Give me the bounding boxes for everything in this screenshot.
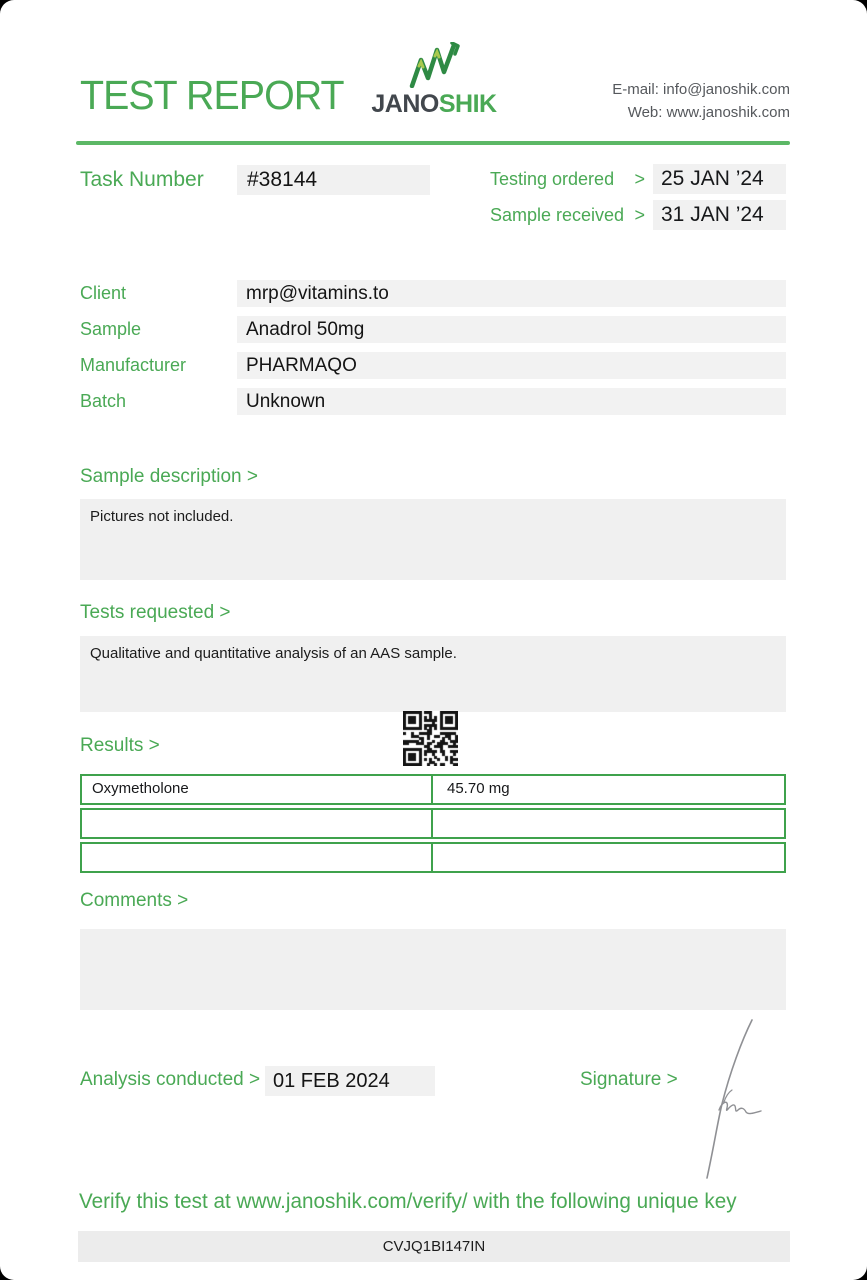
task-number-label: Task Number (80, 168, 204, 191)
manufacturer-row (80, 352, 786, 379)
signature-label: Signature > (580, 1069, 678, 1090)
testing-ordered-arrow: > (634, 168, 645, 189)
testing-ordered-value: 25 JAN ’24 (653, 164, 786, 194)
sample-value: Anadrol 50mg (237, 316, 786, 343)
brand-jano: JANO (371, 90, 439, 118)
sample-info-section (80, 280, 786, 424)
brand-wordmark (370, 90, 498, 119)
batch-value: Unknown (237, 388, 786, 415)
sample-description-heading: Sample description > (80, 466, 258, 487)
contact-web: Web: www.janoshik.com (627, 104, 790, 121)
result-amount: 45.70 mg (447, 780, 510, 797)
tests-requested-heading: Tests requested > (80, 602, 231, 623)
contact-block (612, 78, 790, 124)
sample-received-row (490, 200, 786, 230)
testing-ordered-label: Testing ordered (490, 168, 615, 189)
sample-received-label: Sample received (490, 204, 625, 225)
client-row (80, 280, 786, 307)
tests-requested-body: Qualitative and quantitative analysis of an AAS sample. (80, 636, 786, 712)
manufacturer-value: PHARMAQO (237, 352, 786, 379)
sample-label: Sample (80, 319, 142, 339)
client-value: mrp@vitamins.to (237, 280, 786, 307)
testing-ordered-row (490, 164, 786, 194)
page-title: TEST REPORT (80, 72, 344, 118)
header-divider (76, 141, 790, 145)
result-amount (433, 844, 784, 871)
qr-code (403, 711, 458, 766)
result-substance: Oxymetholone (82, 776, 433, 803)
analysis-conducted-label: Analysis conducted > (80, 1069, 261, 1090)
table-row (80, 808, 786, 839)
client-label: Client (80, 283, 127, 303)
contact-email: E-mail: info@janoshik.com (612, 81, 790, 98)
signature-image (688, 1012, 772, 1182)
batch-row (80, 388, 786, 415)
chart-logo-icon (408, 42, 462, 88)
comments-heading: Comments > (80, 890, 189, 911)
brand-shik: SHIK (438, 90, 497, 118)
manufacturer-label: Manufacturer (80, 355, 187, 375)
comments-body (80, 929, 786, 1010)
task-number-value: #38144 (237, 165, 430, 195)
unique-key-value: CVJQ1BI147IN (78, 1231, 790, 1262)
batch-label: Batch (80, 391, 127, 411)
results-table (80, 774, 786, 876)
sample-received-arrow: > (634, 204, 645, 225)
result-substance (82, 810, 433, 837)
analysis-conducted-value: 01 FEB 2024 (265, 1066, 435, 1096)
sample-received-value: 31 JAN ’24 (653, 200, 786, 230)
table-row (80, 774, 786, 805)
sample-description-body: Pictures not included. (80, 499, 786, 580)
sample-row (80, 316, 786, 343)
result-substance (82, 844, 433, 871)
verify-instruction: Verify this test at www.janoshik.com/verify/ with the following unique key (79, 1190, 737, 1213)
results-heading: Results > (80, 735, 160, 756)
table-row (80, 842, 786, 873)
result-amount (433, 810, 784, 837)
